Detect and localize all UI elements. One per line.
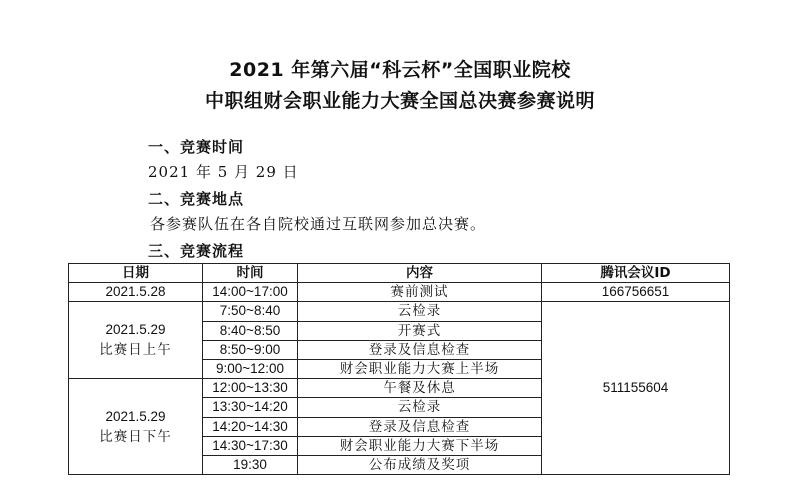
morning-date: 2021.5.29 <box>105 322 166 338</box>
match-day-meeting-id-cell: 511155604 <box>542 302 730 475</box>
table-row <box>69 283 730 302</box>
time-cell: 12:00~13:30 <box>203 379 298 398</box>
header-time: 时间 <box>203 264 298 283</box>
time-cell: 13:30~14:20 <box>203 398 298 417</box>
section2-heading: 二、竞赛地点 <box>148 190 245 208</box>
content-cell: 云检录 <box>298 302 542 321</box>
schedule-table <box>68 263 730 475</box>
competition-date-text: 2021 年 5 月 29 日 <box>148 163 299 181</box>
morning-date-cell <box>69 302 203 379</box>
content-cell: 财会职业能力大赛上半场 <box>298 359 542 378</box>
afternoon-date: 2021.5.29 <box>105 408 166 424</box>
content-cell: 财会职业能力大赛下半场 <box>298 436 542 455</box>
header-meeting-id: 腾讯会议ID <box>542 264 730 283</box>
test-date-cell: 2021.5.28 <box>69 283 203 302</box>
competition-location-text: 各参赛队伍在各自院校通过互联网参加总决赛。 <box>150 215 487 233</box>
time-cell: 19:30 <box>203 455 298 474</box>
time-cell: 8:40~8:50 <box>203 321 298 340</box>
time-cell: 7:50~8:40 <box>203 302 298 321</box>
content-cell: 登录及信息检查 <box>298 417 542 436</box>
time-cell: 8:50~9:00 <box>203 340 298 359</box>
content-cell: 公布成绩及奖项 <box>298 455 542 474</box>
table-row <box>69 302 730 321</box>
content-cell: 赛前测试 <box>298 283 542 302</box>
time-cell: 14:00~17:00 <box>203 283 298 302</box>
header-date: 日期 <box>69 264 203 283</box>
document-title-line1: 2021 年第六届“科云杯”全国职业院校 <box>229 59 571 81</box>
table-header-row <box>69 264 730 283</box>
morning-label: 比赛日上午 <box>99 342 172 359</box>
afternoon-label: 比赛日下午 <box>99 428 172 445</box>
time-cell: 14:30~17:30 <box>203 436 298 455</box>
test-meeting-id-cell: 166756651 <box>542 283 730 302</box>
section1-heading: 一、竞赛时间 <box>148 138 245 156</box>
document-title-line2: 中职组财会职业能力大赛全国总决赛参赛说明 <box>204 90 595 112</box>
afternoon-date-cell <box>69 379 203 475</box>
content-cell: 午餐及休息 <box>298 379 542 398</box>
content-cell: 云检录 <box>298 398 542 417</box>
header-content: 内容 <box>298 264 542 283</box>
content-cell: 登录及信息检查 <box>298 340 542 359</box>
time-cell: 9:00~12:00 <box>203 359 298 378</box>
content-cell: 开赛式 <box>298 321 542 340</box>
section3-heading: 三、竞赛流程 <box>148 242 245 260</box>
time-cell: 14:20~14:30 <box>203 417 298 436</box>
